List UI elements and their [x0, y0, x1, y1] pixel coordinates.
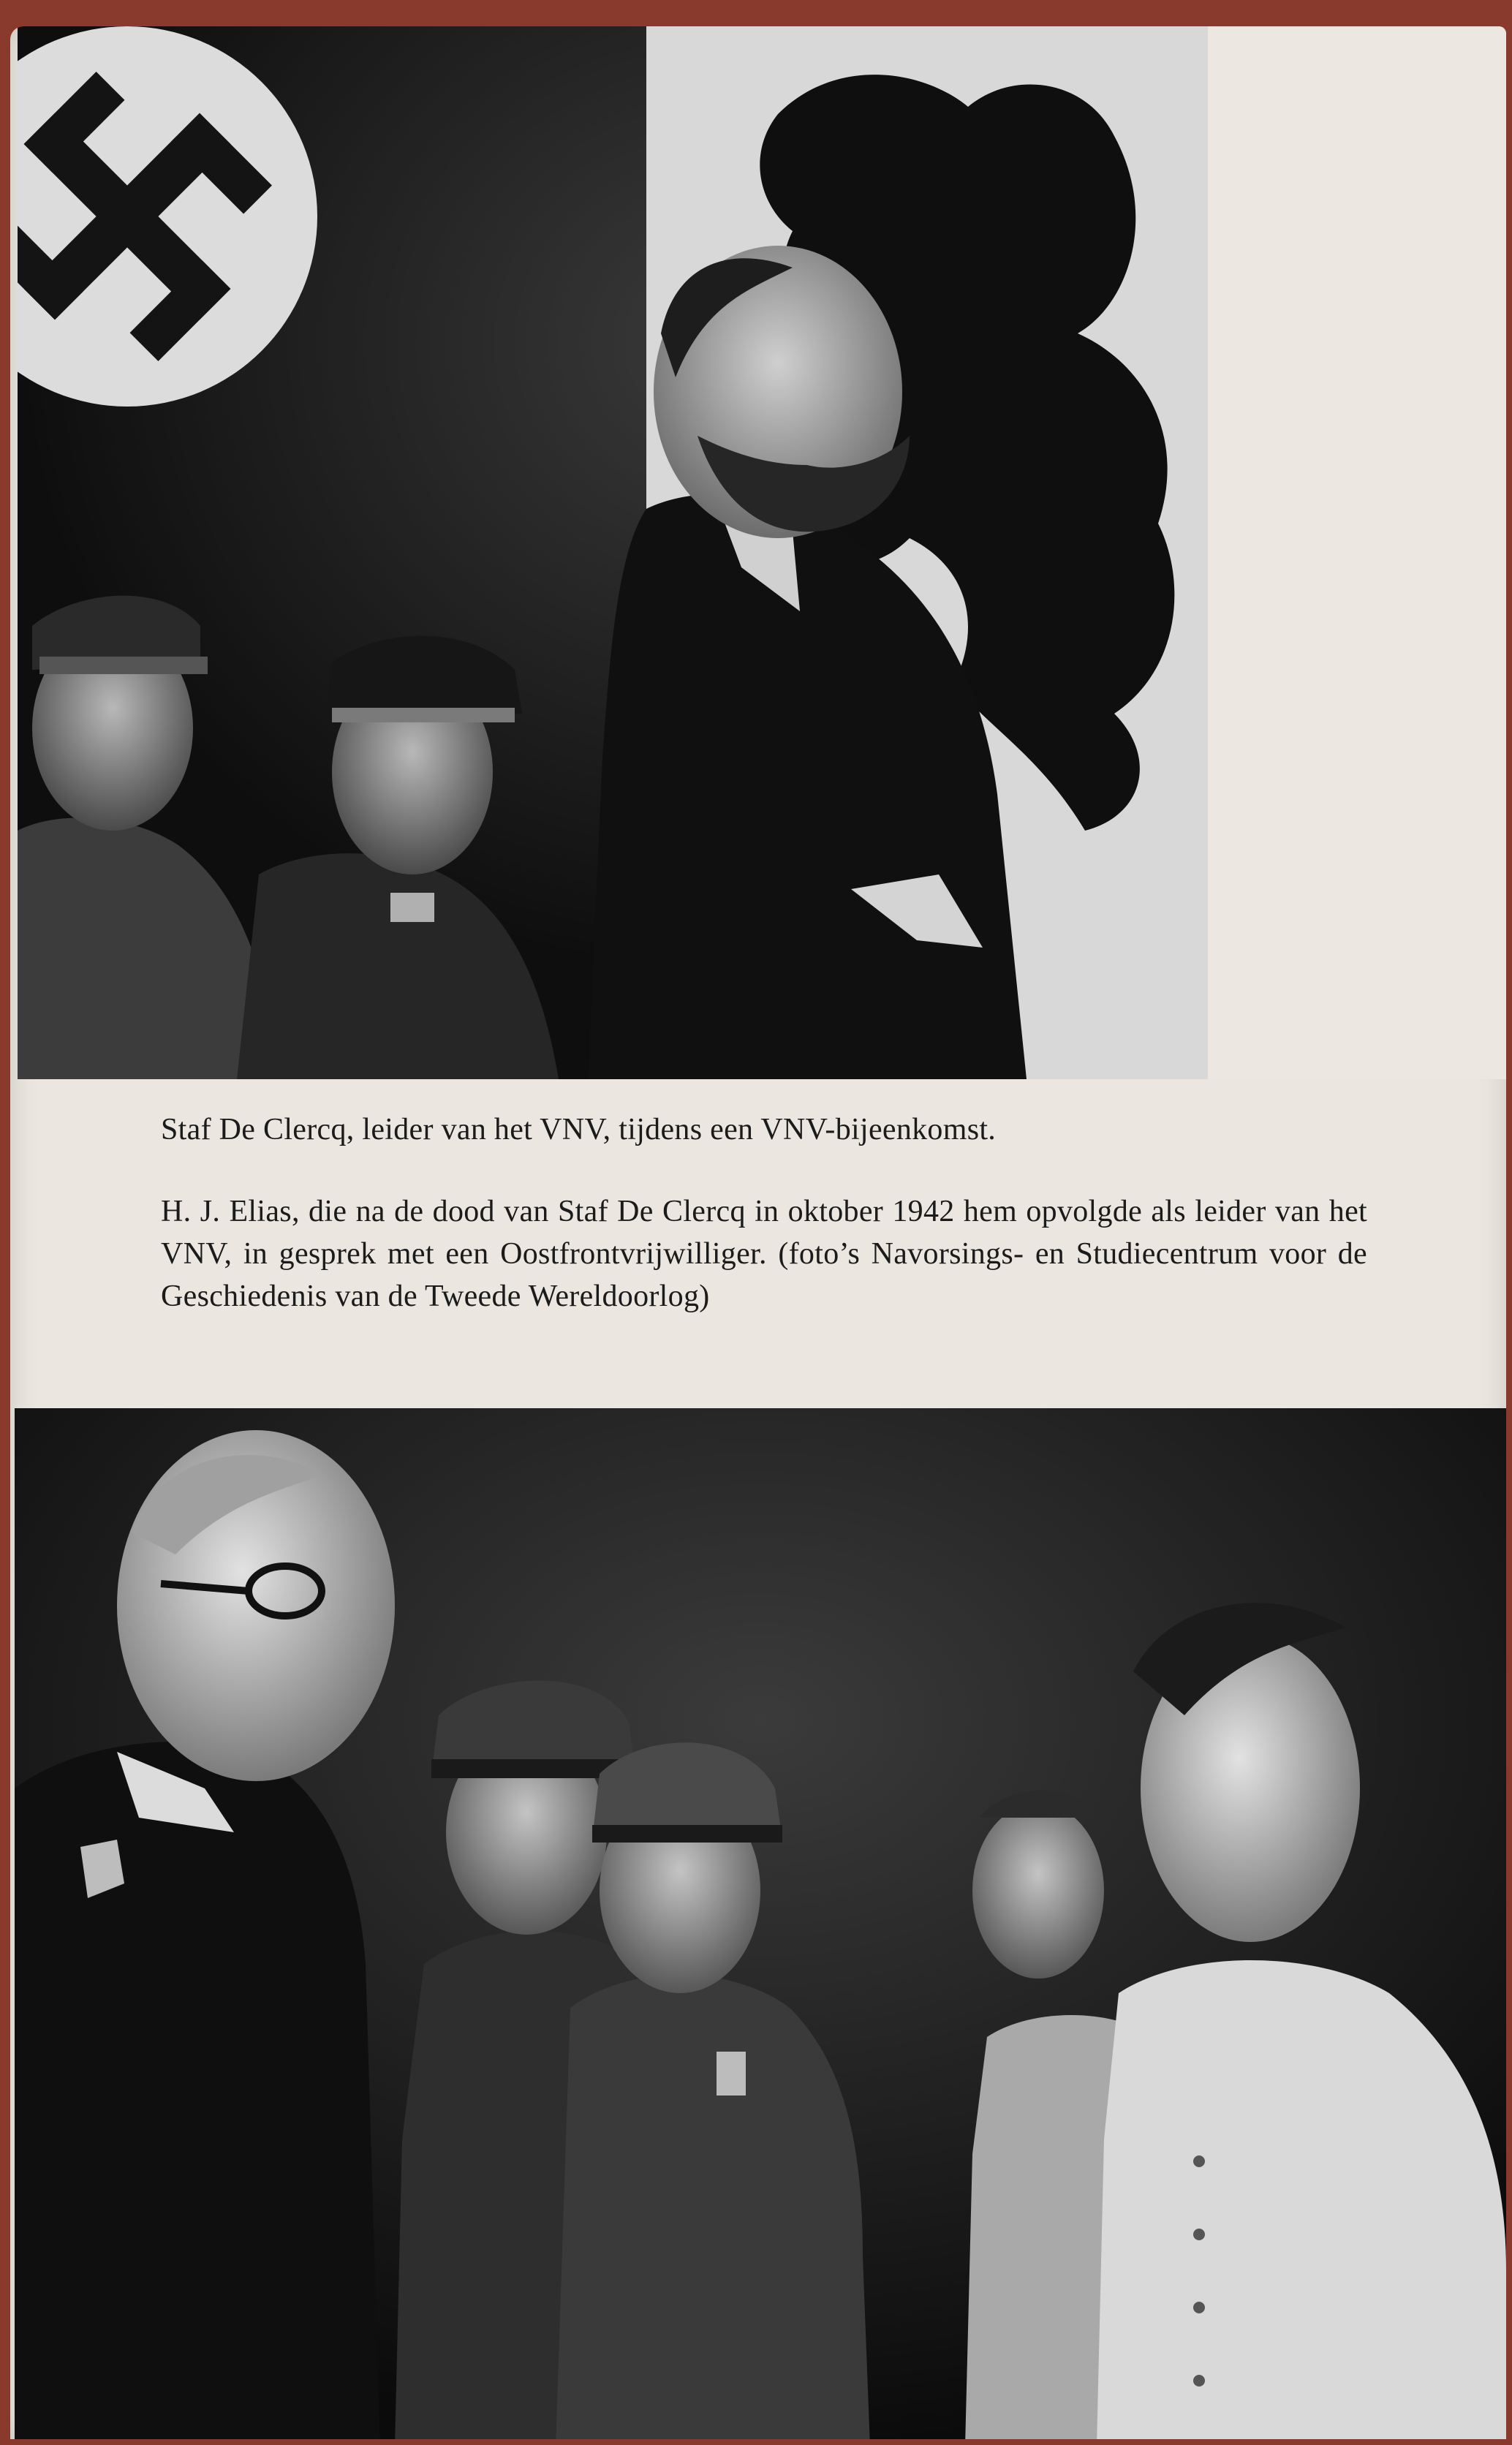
staf-de-clercq-photo: [18, 26, 1208, 1079]
caption-elias: H. J. Elias, die na de dood van Staf De Clercq in oktober 1942 hem opvolgde als leider van het VNV, in gesprek met een Oostfrontvrijwilliger. (foto’s Navorsings- en Studiecentrum voor de Geschiedenis van de Tweede Wereldoorlog): [161, 1195, 1367, 1313]
book-page: [10, 26, 1506, 2439]
caption-staf-de-clercq: Staf De Clercq, leider van het VNV, tijdens een VNV-bijeenkomst.: [161, 1113, 997, 1146]
staf-de-clercq-photo-image: [18, 26, 1208, 1079]
page-margin: [1208, 26, 1506, 1079]
elias-oostfront-photo-image: [15, 1408, 1506, 2439]
elias-oostfront-photo: [15, 1408, 1506, 2439]
